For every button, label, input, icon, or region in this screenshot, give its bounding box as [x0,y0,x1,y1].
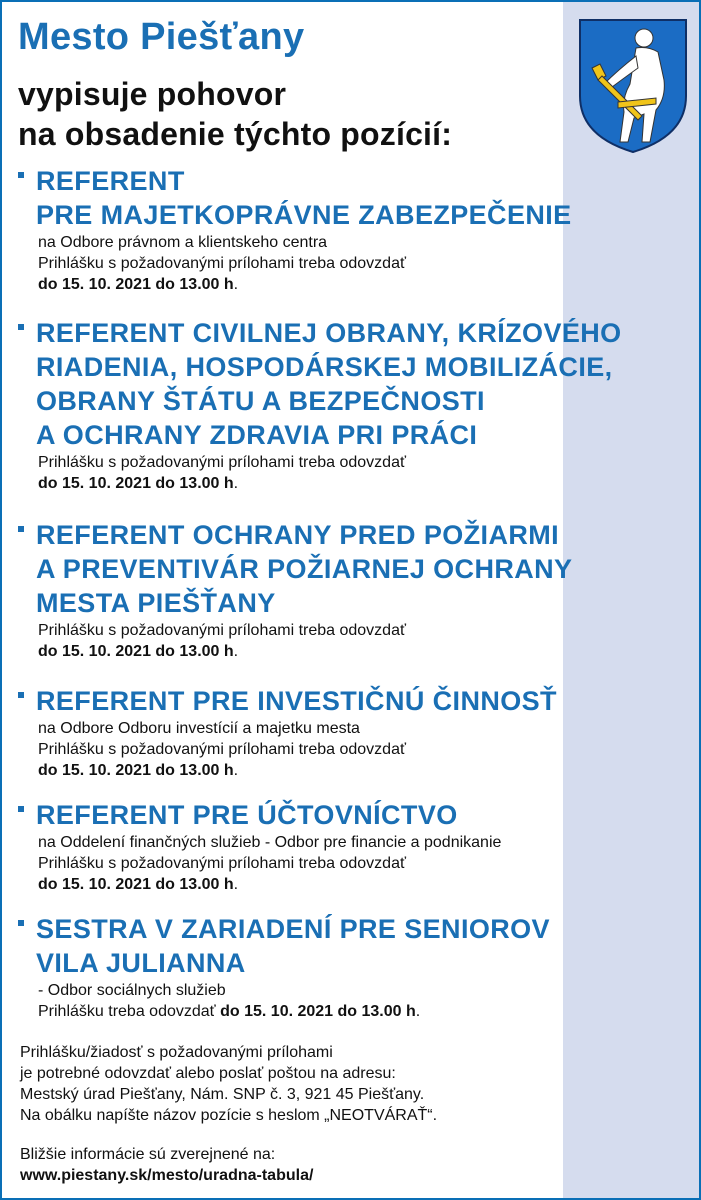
position-department: na Odbore Odboru investícií a majetku mesta [38,720,360,737]
position-deadline-line: do 15. 10. 2021 do 13.00 h. [38,876,239,893]
position-1 [18,164,688,295]
position-instruction: Prihlášku s požadovanými prílohami treba odovzdať [38,255,406,272]
position-title-line: REFERENT CIVILNEJ OBRANY, KRÍZOVÉHO [36,318,622,348]
position-deadline: do 15. 10. 2021 do 13.00 h [38,276,234,293]
footer-line: je potrebné odovzdať alebo poslať poštou na adresu: [20,1065,396,1082]
position-instruction: Prihlášku treba odovzdať [38,1003,216,1020]
position-title-line: OBRANY ŠTÁTU A BEZPEČNOSTI [36,386,485,416]
position-deadline-line: do 15. 10. 2021 do 13.00 h. [38,475,239,492]
position-deadline-line: do 15. 10. 2021 do 13.00 h. [38,276,239,293]
position-department: na Oddelení finančných služieb - Odbor pre financie a podnikanie [38,834,502,851]
position-title-line: SESTRA V ZARIADENÍ PRE SENIOROV [36,914,550,944]
coat-of-arms-icon [578,18,688,154]
info-label: Bližšie informácie sú zverejnené na: [20,1146,276,1163]
position-deadline: do 15. 10. 2021 do 13.00 h [38,762,234,779]
position-deadline: do 15. 10. 2021 do 13.00 h [38,643,234,660]
bullet-icon [18,920,24,926]
position-deadline: do 15. 10. 2021 do 13.00 h [38,475,234,492]
bullet-icon [18,526,24,532]
position-department: na Odbore právnom a klientskeho centra [38,234,328,251]
footer-line: Mestský úrad Piešťany, Nám. SNP č. 3, 921 45 Piešťany. [20,1086,425,1103]
position-title-line: A OCHRANY ZDRAVIA PRI PRÁCI [36,420,478,450]
city-title: Mesto Piešťany [18,16,305,58]
footer-info [20,1144,680,1186]
info-url-link[interactable]: www.piestany.sk/mesto/uradna-tabula/ [20,1167,314,1184]
position-title-line: RIADENIA, HOSPODÁRSKEJ MOBILIZÁCIE, [36,352,613,382]
footer-line: Prihlášku/žiadosť s požadovanými prílohami [20,1044,333,1061]
position-deadline: do 15. 10. 2021 do 13.00 h [38,876,234,893]
position-title-line: REFERENT [36,166,185,196]
position-department: - Odbor sociálnych služieb [38,982,226,999]
position-3 [18,518,688,662]
position-instruction: Prihlášku s požadovanými prílohami treba odovzdať [38,741,406,758]
position-6 [18,912,688,1022]
subtitle-line-1: vypisuje pohovor [18,76,287,112]
bullet-icon [18,692,24,698]
position-deadline: do 15. 10. 2021 do 13.00 h [220,1003,416,1020]
position-deadline-line: do 15. 10. 2021 do 13.00 h. [38,762,239,779]
subtitle-line-2: na obsadenie týchto pozícií: [18,116,453,152]
position-5 [18,798,688,895]
position-title-line: VILA JULIANNA [36,948,246,978]
bullet-icon [18,172,24,178]
position-deadline-line: do 15. 10. 2021 do 13.00 h. [38,643,239,660]
footer-line: Na obálku napíšte názov pozície s heslom „NEOTVÁRAŤ“. [20,1107,438,1124]
position-instruction: Prihlášku s požadovanými prílohami treba odovzdať [38,622,406,639]
position-instruction: Prihlášku s požadovanými prílohami treba odovzdať [38,855,406,872]
position-title-line: A PREVENTIVÁR POŽIARNEJ OCHRANY [36,554,573,584]
footer-address [20,1042,680,1126]
position-instruction: Prihlášku s požadovanými prílohami treba odovzdať [38,454,406,471]
position-title-line: MESTA PIEŠŤANY [36,588,276,618]
bullet-icon [18,806,24,812]
bullet-icon [18,324,24,330]
position-4 [18,684,688,781]
position-title-line: REFERENT OCHRANY PRED POŽIARMI [36,520,560,550]
position-title-line: REFERENT PRE ÚČTOVNÍCTVO [36,800,458,830]
position-2 [18,316,688,494]
position-title-line: REFERENT PRE INVESTIČNÚ ČINNOSŤ [36,686,557,716]
position-title-line: PRE MAJETKOPRÁVNE ZABEZPEČENIE [36,200,572,230]
position-instruction-line: Prihlášku treba odovzdať do 15. 10. 2021 do 13.00 h. [38,1003,421,1020]
